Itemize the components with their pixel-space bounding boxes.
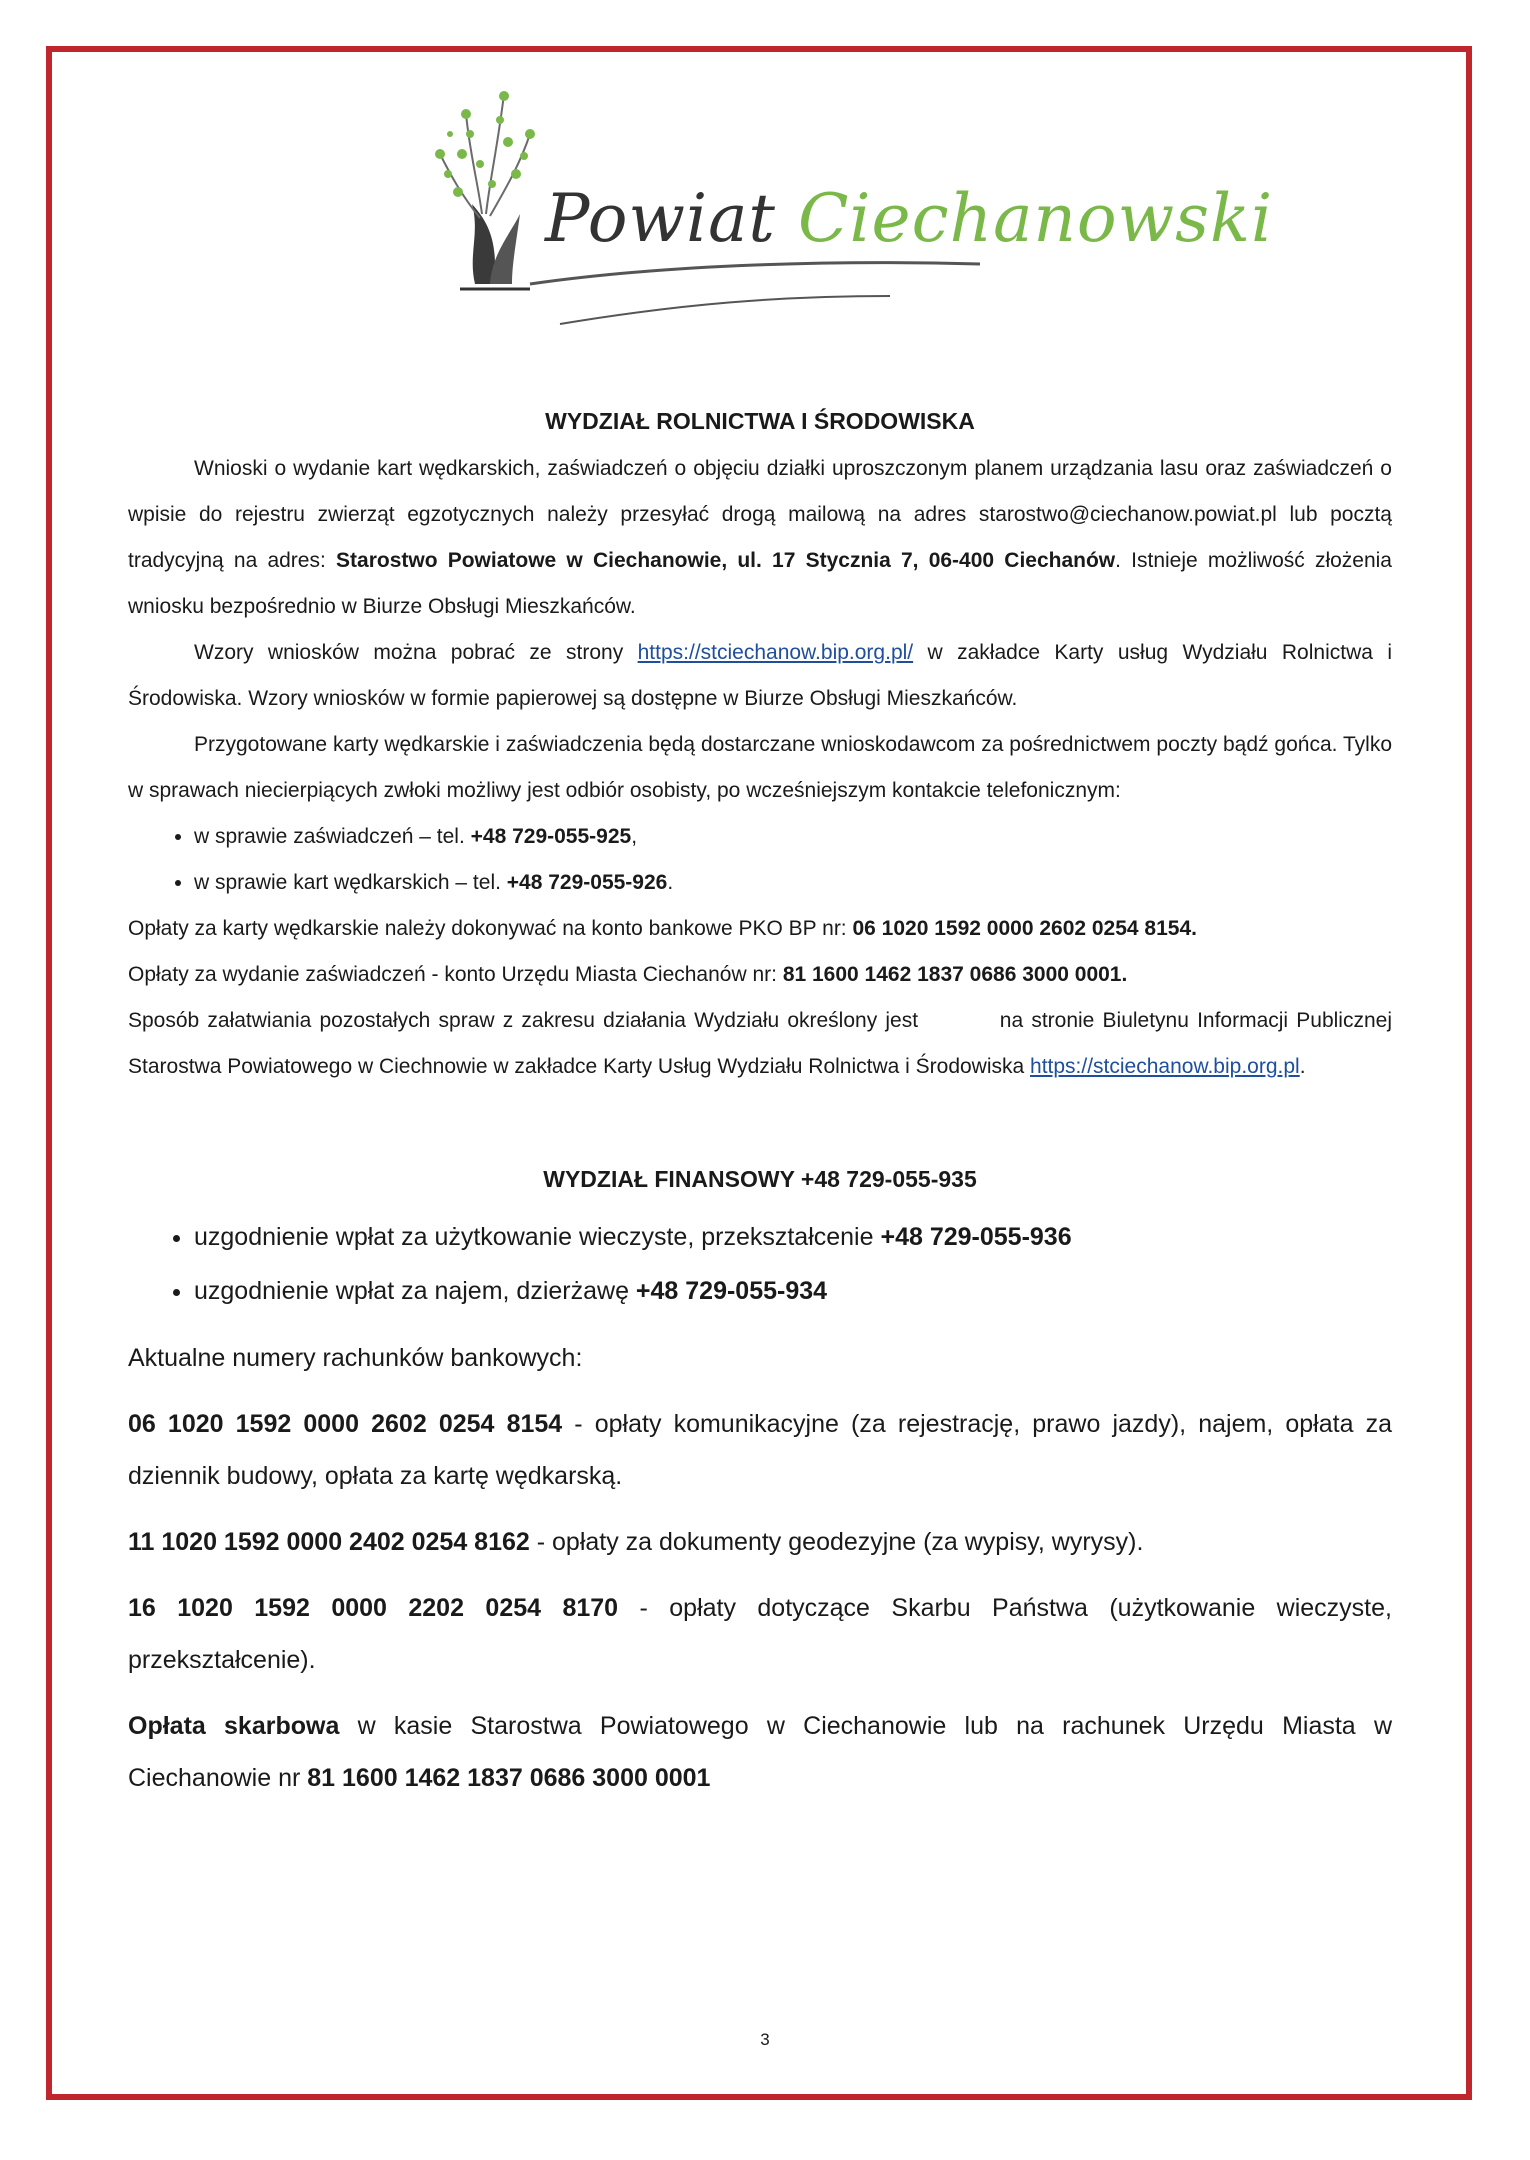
account-number: 81 1600 1462 1837 0686 3000 0001. [782,963,1128,986]
phone-number: +48 729-055-925 [470,825,632,848]
phone-number: +48 729-055-934 [635,1277,828,1305]
account-number: 11 1020 1592 0000 2402 0254 8162 [128,1528,530,1556]
list-item [194,814,1392,860]
text: w zakładce Karty usług Wydziału Rolnictwa i Środowiska. Wzory wniosków w formie papierowej są dostępne w Biurze Obsługi Mieszkańców. [128,641,1392,710]
paragraph-delivery: Przygotowane karty wędkarskie i zaświadczenia będą dostarczane wnioskodawcom za pośrednictwem poczty bądź gońca. Tylko w sprawach niecierpiących zwłoki możliwy jest odbiór osobisty, po wcześniejszym kontakcie telefonicznym: [128,733,1392,802]
page-number: 3 [760,2030,770,2049]
text: Opłaty za wydanie zaświadczeń - konto Urzędu Miasta Ciechanów nr: [128,963,783,986]
list-item [194,1264,1392,1318]
account-entry [128,1398,1392,1502]
powiat-logo [420,84,1274,340]
text: - opłaty komunikacyjne (za rejestrację, prawo jazdy), najem, opłata za dziennik budowy, opłata za kartę wędkarską. [128,1410,1392,1490]
phone-number: +48 729-055-926 [506,871,668,894]
text: , [631,825,638,848]
account-number: 81 1600 1462 1837 0686 3000 0001 [307,1764,711,1792]
account-entry [128,1582,1392,1686]
text: w sprawie zaświadczeń – tel. [194,825,471,848]
list-item [194,1210,1392,1264]
paragraph-applications [128,446,1392,630]
document-body [128,398,1398,1804]
text: Sposób załatwiania pozostałych spraw z zakresu działania Wydziału określony jest na stronie Biuletynu Informacji Publicznej Starostwa Powiatowego w Ciechnowie w zakładce Karty Usług Wydziału Rolnictwa i Środowiska [128,1009,1398,1078]
text: - opłaty dotyczące Skarbu Państwa (użytkowanie wieczyste, przekształcenie). [128,1594,1392,1674]
text: w kasie Starostwa Powiatowego w Ciechanowie lub na rachunek Urzędu Miasta w Ciechanowie nr [128,1712,1392,1792]
text: . [1299,1055,1306,1078]
account-number: 06 1020 1592 0000 2602 0254 8154 [128,1410,563,1438]
accounts-intro: Aktualne numery rachunków bankowych: [128,1344,583,1372]
bip-link-2[interactable]: https://stciechanow.bip.org.pl [1030,1055,1300,1078]
phone-number: +48 729-055-936 [880,1223,1072,1251]
paragraph-other-matters [128,998,1398,1090]
paragraph-fee-fishing [128,906,1392,952]
text: uzgodnienie wpłat za najem, dzierżawę [194,1277,636,1305]
text: w sprawie kart wędkarskich – tel. [194,871,507,894]
paragraph-fee-certificates [128,952,1392,998]
text: Wnioski o wydanie kart wędkarskich, zaświadczeń o objęciu działki uproszczonym planem urządzania lasu oraz zaświadczeń o wpisie do rejestru zwierząt egzotycznych należy przesyłać drogą mailową na adres starostwo@ciechanow.powiat.pl lub pocztą tradycyjną na adres: [128,457,1392,572]
text: - opłaty za dokumenty geodezyjne (za wypisy, wyrysy). [529,1528,1144,1556]
text: Opłaty za karty wędkarskie należy dokonywać na konto bankowe PKO BP nr: [128,917,853,940]
bip-link[interactable]: https://stciechanow.bip.org.pl/ [637,641,914,664]
account-number: 06 1020 1592 0000 2602 0254 8154. [852,917,1197,940]
logo-word-ciechanowski: Ciechanowski [797,180,1274,257]
logo-word-powiat: Powiat [545,180,776,257]
text: uzgodnienie wpłat za użytkowanie wieczyste, przekształcenie [194,1223,881,1251]
text: . Istnieje możliwość złożenia wniosku bezpośrednio w Biurze Obsługi Mieszkańców. [128,549,1392,618]
address-bold: Starostwo Powiatowe w Ciechanowie, ul. 17 Stycznia 7, 06-400 Ciechanów [336,549,1116,572]
list-item [194,860,1392,906]
account-number: 16 1020 1592 0000 2202 0254 8170 [128,1594,619,1622]
finance-contact-list [128,1210,1392,1318]
account-entry [128,1516,1392,1568]
logo-swoosh-icon [420,84,1120,340]
stamp-fee-paragraph [128,1700,1392,1804]
paragraph-forms [128,630,1392,722]
section-title-finansowy: WYDZIAŁ FINANSOWY +48 729-055-935 [543,1166,977,1192]
text: . [667,871,674,894]
text: Wzory wniosków można pobrać ze strony [194,641,638,664]
contact-list [128,814,1392,906]
section-title-rolnictwa: WYDZIAŁ ROLNICTWA I ŚRODOWISKA [545,408,975,434]
section-finanse [128,1156,1392,1804]
stamp-fee-label: Opłata skarbowa [128,1712,340,1740]
